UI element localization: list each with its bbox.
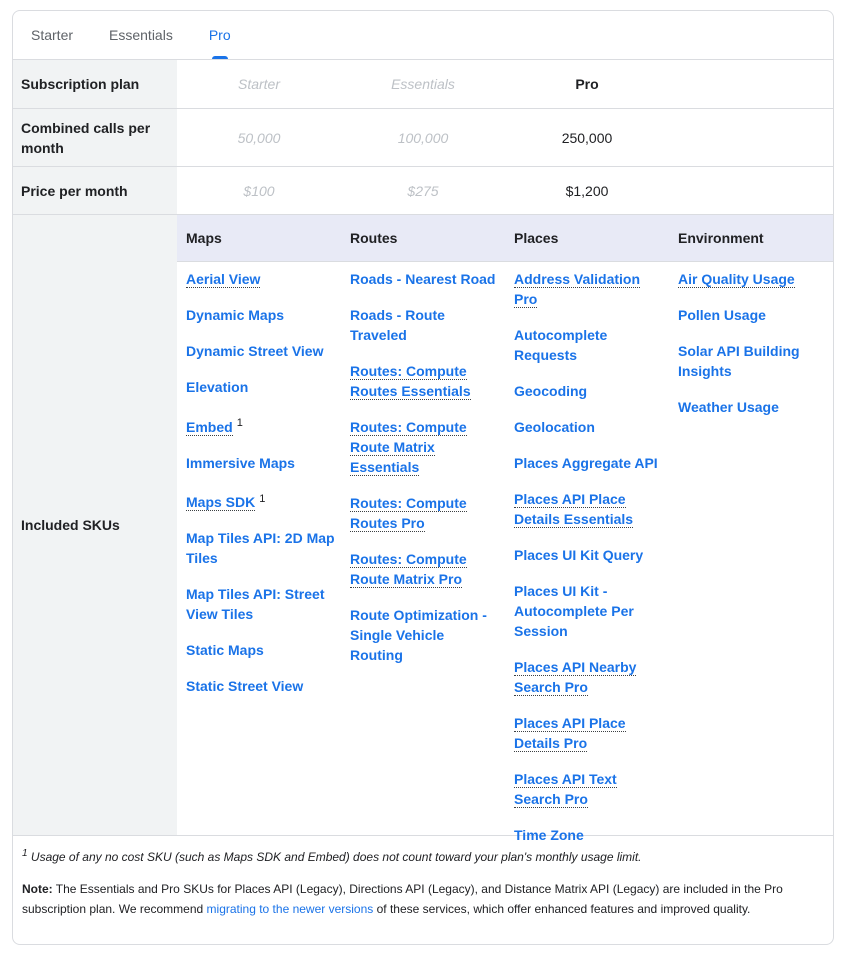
sku-column-header: Routes xyxy=(350,230,398,246)
sku-item xyxy=(186,377,335,397)
sku-link[interactable]: Air Quality Usage xyxy=(678,271,795,287)
footnote-marker: 1 xyxy=(22,848,28,859)
sku-link[interactable]: Map Tiles API: 2D Map Tiles xyxy=(186,530,335,567)
note xyxy=(22,879,824,919)
sku-link[interactable]: Solar API Building Insights xyxy=(678,343,800,379)
cell-starter: 50,000 xyxy=(237,129,281,146)
migration-link[interactable]: migrating to the newer versions xyxy=(206,902,374,916)
sku-item xyxy=(678,397,827,417)
row-label: Included SKUs xyxy=(13,215,177,835)
sku-item xyxy=(350,417,499,477)
sku-item xyxy=(186,528,335,568)
sku-item xyxy=(186,341,335,361)
sku-grid xyxy=(177,215,833,843)
sku-item xyxy=(350,493,499,533)
sku-link[interactable]: Places UI Kit - Autocomplete Per Session xyxy=(514,583,634,639)
sku-item xyxy=(514,713,663,753)
row-price xyxy=(13,167,833,215)
row-included-skus xyxy=(13,215,833,843)
sku-grid-body xyxy=(177,262,833,861)
sku-item xyxy=(186,489,335,513)
sku-link[interactable]: Routes: Compute Routes Essentials xyxy=(350,363,471,399)
sku-item xyxy=(514,657,663,697)
sku-item xyxy=(186,453,335,473)
row-combined-calls xyxy=(13,109,833,167)
plan-tabs xyxy=(13,11,833,60)
cell-essentials: 100,000 xyxy=(397,129,449,146)
sku-item xyxy=(678,269,827,289)
sku-link[interactable]: Address Validation Pro xyxy=(514,271,641,307)
sku-link[interactable]: Places API Place Details Pro xyxy=(514,715,626,751)
sku-link[interactable]: Routes: Compute Route Matrix Pro xyxy=(350,551,467,587)
pricing-card xyxy=(12,10,834,945)
cell-pro: Pro xyxy=(575,76,599,92)
footnote-text: Usage of any no cost SKU (such as Maps SDK and Embed) does not count toward your plan's monthly usage limit. xyxy=(30,850,642,864)
tab-essentials[interactable]: Essentials xyxy=(109,27,173,43)
sku-item xyxy=(514,825,663,845)
sku-item xyxy=(350,605,499,665)
sku-column-header: Maps xyxy=(186,230,222,246)
sku-link[interactable]: Route Optimization - Single Vehicle Routing xyxy=(350,607,487,663)
cell-essentials: $275 xyxy=(407,182,439,199)
sku-link[interactable]: Elevation xyxy=(186,379,249,395)
sku-grid-header xyxy=(177,215,833,262)
sku-link[interactable]: Places API Nearby Search Pro xyxy=(514,659,637,695)
sku-link[interactable]: Aerial View xyxy=(186,271,261,287)
sku-link[interactable]: Pollen Usage xyxy=(678,307,766,323)
sku-item xyxy=(186,640,335,660)
sku-item xyxy=(514,453,663,473)
sku-item xyxy=(350,269,499,289)
footnote-ref: 1 xyxy=(236,417,243,429)
sku-item xyxy=(514,581,663,641)
footnote-ref: 1 xyxy=(259,492,266,505)
sku-item xyxy=(514,381,663,401)
sku-column-header: Places xyxy=(514,230,559,246)
sku-link[interactable]: Embed xyxy=(186,418,233,435)
sku-item xyxy=(514,269,663,309)
sku-link[interactable]: Places Aggregate API xyxy=(514,455,658,471)
sku-item xyxy=(678,305,827,325)
sku-link[interactable]: Time Zone xyxy=(514,827,584,843)
note-text: The Essentials and Pro SKUs for Places API (Legacy), Directions API (Legacy), and Distance Matrix API (Legacy) are included in the Pro subscription plan. We recommend xyxy=(22,882,783,916)
sku-link[interactable]: Routes: Compute Route Matrix Essentials xyxy=(350,419,467,475)
row-subscription-plan xyxy=(13,60,833,109)
sku-link[interactable]: Maps SDK xyxy=(186,494,256,511)
sku-column-routes xyxy=(341,269,505,861)
sku-item xyxy=(350,361,499,401)
cell-pro: 250,000 xyxy=(561,129,613,146)
sku-item xyxy=(186,584,335,624)
sku-item xyxy=(514,489,663,529)
cell-starter: Starter xyxy=(237,76,280,92)
sku-column-places xyxy=(505,269,669,861)
sku-link[interactable]: Dynamic Maps xyxy=(186,307,285,323)
row-label: Price per month xyxy=(13,167,177,214)
cell-starter: $100 xyxy=(243,182,275,199)
sku-link[interactable]: Routes: Compute Routes Pro xyxy=(350,495,467,531)
sku-item xyxy=(186,413,335,437)
sku-item xyxy=(514,325,663,365)
sku-link[interactable]: Roads - Nearest Road xyxy=(350,271,496,287)
sku-link[interactable]: Geolocation xyxy=(514,419,595,435)
sku-column-environment xyxy=(669,269,833,861)
sku-link[interactable]: Immersive Maps xyxy=(186,454,295,471)
sku-link[interactable]: Static Street View xyxy=(186,678,304,695)
row-label: Subscription plan xyxy=(13,60,177,108)
sku-item xyxy=(350,305,499,345)
sku-link[interactable]: Map Tiles API: Street View Tiles xyxy=(186,586,325,623)
note-text: of these services, which offer enhanced features and improved quality. xyxy=(373,902,751,916)
cell-pro: $1,200 xyxy=(565,182,609,199)
sku-link[interactable]: Static Maps xyxy=(186,642,264,659)
sku-item xyxy=(186,269,335,289)
cell-essentials: Essentials xyxy=(391,76,455,92)
sku-item xyxy=(514,417,663,437)
sku-link[interactable]: Dynamic Street View xyxy=(186,343,324,359)
sku-link[interactable]: Autocomplete Requests xyxy=(514,327,608,363)
sku-item xyxy=(514,769,663,809)
sku-item xyxy=(678,341,827,381)
sku-link[interactable]: Geocoding xyxy=(514,383,588,399)
sku-column-header: Environment xyxy=(678,230,764,246)
sku-item xyxy=(350,549,499,589)
tab-pro[interactable]: Pro xyxy=(197,11,243,59)
sku-link[interactable]: Roads - Route Traveled xyxy=(350,307,445,343)
sku-link[interactable]: Places UI Kit Query xyxy=(514,547,644,563)
row-label: Combined calls per month xyxy=(13,109,177,166)
sku-column-maps xyxy=(177,269,341,861)
sku-link[interactable]: Places API Place Details Essentials xyxy=(514,491,634,527)
sku-item xyxy=(186,676,335,696)
sku-item xyxy=(514,545,663,565)
sku-item xyxy=(186,305,335,325)
note-label: Note: xyxy=(22,882,53,896)
sku-link[interactable]: Weather Usage xyxy=(678,399,779,415)
tab-starter[interactable]: Starter xyxy=(31,27,74,43)
sku-link[interactable]: Places API Text Search Pro xyxy=(514,771,617,807)
